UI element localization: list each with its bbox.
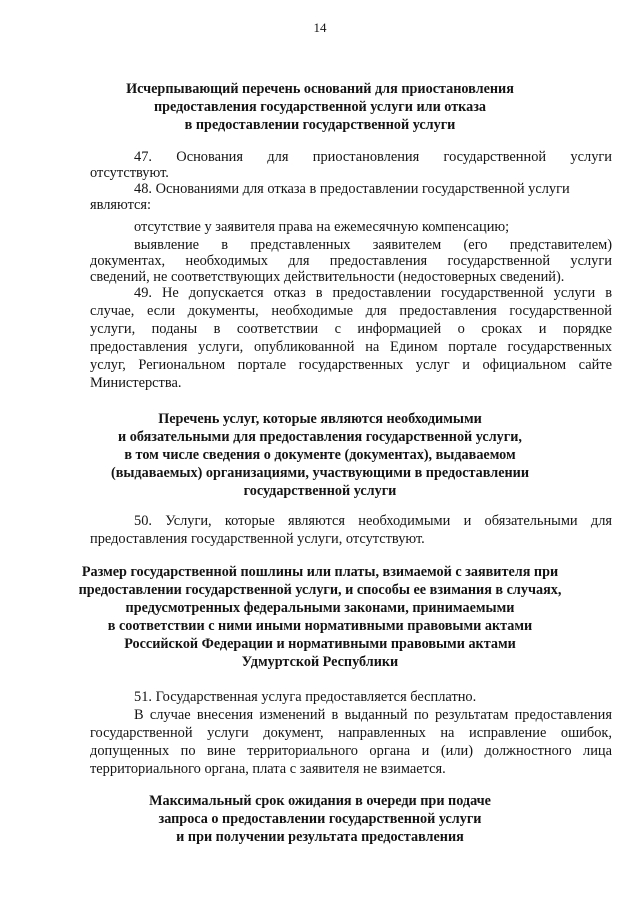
paragraph-47-line: 47. Основания для приостановления государственной услуги: [134, 149, 612, 165]
heading-line: в соответствии с ними иными нормативными правовыми актами: [107, 618, 533, 634]
list-item-line: отсутствие у заявителя права на ежемесячную компенсацию;: [134, 219, 510, 235]
paragraph-49-line: Министерства.: [90, 375, 182, 391]
paragraph-50-line: предоставления государственной услуги, отсутствуют.: [90, 531, 425, 547]
heading-line: и при получении результата предоставления: [176, 829, 464, 845]
heading-line: Удмуртской Республики: [241, 654, 399, 670]
list-item-line: документах, необходимых для предоставления государственной услуги: [90, 253, 612, 269]
heading-line: Перечень услуг, которые являются необходимыми: [158, 411, 482, 427]
section-heading-state-fee: [60, 563, 580, 671]
heading-line: в том числе сведения о документе (документах), выдаваемом: [124, 447, 516, 463]
heading-line: Максимальный срок ожидания в очереди при подаче: [149, 793, 491, 809]
paragraph-50-line: 50. Услуги, которые являются необходимыми и обязательными для: [134, 513, 612, 529]
paragraph-51-line: государственной услуги документ, направленных на исправление ошибок,: [90, 725, 612, 741]
paragraph-51-line: 51. Государственная услуга предоставляется бесплатно.: [134, 689, 477, 705]
paragraph-47-line: отсутствуют.: [90, 165, 169, 181]
paragraph-49-line: 49. Не допускается отказ в предоставлении государственной услуги в: [134, 285, 612, 301]
list-item-line: выявление в представленных заявителем (его представителем): [134, 237, 612, 253]
paragraph-51-line: допущенных по вине территориального органа и (или) должностного лица: [90, 743, 612, 759]
section-heading-required-services: [70, 410, 570, 500]
heading-line: предусмотренных федеральными законами, принимаемыми: [125, 600, 515, 616]
paragraph-49-line: услуг, Региональном портале государственных услуг и официальном сайте: [90, 357, 612, 373]
paragraph-49-line: предоставления услуги, опубликованной на Едином портале государственных: [90, 339, 612, 355]
heading-line: (выдаваемых) организациями, участвующими в предоставлении: [110, 465, 530, 481]
paragraph-51-line: территориального органа, плата с заявителя не взимается.: [90, 761, 446, 777]
heading-line: Российской Федерации и нормативными правовыми актами: [124, 636, 516, 652]
heading-line: Исчерпывающий перечень оснований для приостановления: [126, 81, 514, 97]
heading-line: в предоставлении государственной услуги: [184, 117, 456, 133]
paragraph-49-line: случае, если документы, необходимые для предоставления государственной: [90, 303, 612, 319]
heading-line: предоставлении государственной услуги, и способы ее взимания в случаях,: [78, 582, 562, 598]
section-heading-queue-time: [70, 792, 570, 846]
paragraph-48-line: являются:: [90, 197, 152, 213]
heading-line: запроса о предоставлении государственной услуги: [158, 811, 482, 827]
page-number: 14: [313, 20, 327, 35]
heading-line: и обязательными для предоставления государственной услуги,: [118, 429, 522, 445]
list-item-line: сведений, не соответствующих действительности (недостоверных сведений).: [90, 269, 565, 285]
heading-line: государственной услуги: [243, 483, 397, 499]
section-heading-suspension-grounds: [70, 80, 570, 134]
heading-line: Размер государственной пошлины или платы, взимаемой с заявителя при: [81, 564, 559, 580]
paragraph-48-line: 48. Основаниями для отказа в предоставлении государственной услуги: [134, 181, 570, 197]
paragraph-51-line: В случае внесения изменений в выданный по результатам предоставления: [134, 707, 612, 723]
heading-line: предоставления государственной услуги или отказа: [153, 99, 487, 115]
paragraph-49-line: услуги, поданы в соответствии с информацией о сроках и порядке: [90, 321, 612, 337]
